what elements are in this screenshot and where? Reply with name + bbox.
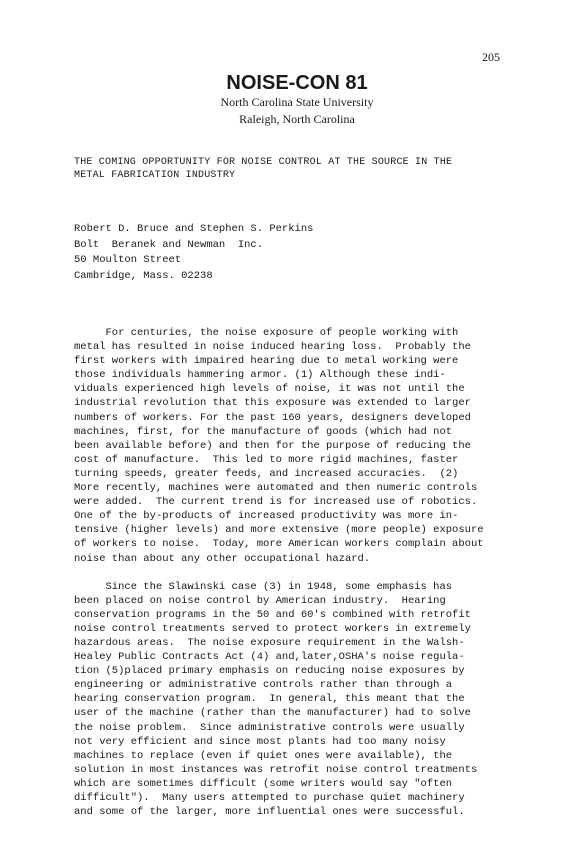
paper-title-line: METAL FABRICATION INDUSTRY [74,170,236,181]
paragraph-line: which are sometimes difficult (some writers would say "often [74,777,453,790]
paragraph-line: engineering or administrative controls rather than through a [74,679,453,692]
conference-title: NOISE-CON 81 [226,72,368,94]
paragraph-line: machines, first, for the manufacture of goods (which had not [74,425,453,438]
author-street: 50 Moulton Street [74,254,182,266]
paragraph-line: hazardous areas. The noise exposure requirement in the Walsh- [74,636,465,649]
page-number: 205 [482,50,500,64]
body-text [74,326,494,819]
paragraph-line: metal has resulted in noise induced hearing loss. Probably the [74,341,471,354]
paragraph-line: industrial revolution that this exposure was extended to larger [74,397,471,410]
paragraph-line: tion (5)placed primary emphasis on reducing noise exposures by [74,665,465,678]
paragraph-line: cost of manufacture. This led to more rigid machines, faster [74,453,459,466]
paragraph-line: been placed on noise control by American industry. Hearing [74,594,446,607]
paragraph-line: user of the machine (rather than the manufacturer) had to solve [74,707,471,720]
paragraph-line: noise than about any other occupational hazard. [74,552,371,565]
paragraph-line: conservation programs in the 50 and 60's combined with retrofit [74,608,471,621]
paragraph-line: difficult"). Many users attempted to purchase quiet machinery [74,792,465,804]
author-city: Cambridge, Mass. 02238 [74,269,213,282]
paragraph-line: not very efficient and since most plants had too many noisy [74,735,446,748]
paragraph-line: viduals experienced high levels of noise, it was not until the [74,383,465,396]
author-block [74,222,313,284]
paragraph-line: first workers with impaired hearing due to metal working were [74,355,459,368]
paper-title [74,156,514,182]
paragraph-line: been available before) and then for the purpose of reducing the [74,439,471,452]
paragraph-line: solution in most instances was retrofit noise control treatments [74,763,478,776]
paragraph-line: of workers to noise. Today, more American workers complain about [74,538,484,551]
paragraph-line: numbers of workers. For the past 160 years, designers developed [74,411,471,424]
author-affiliation: Bolt Beranek and Newman Inc. [74,238,264,251]
paragraph-line: the noise problem. Since administrative controls were usually [74,721,465,734]
paragraph-line: and some of the larger, more influential ones were successful. [74,806,465,819]
paragraph-line: More recently, machines were automated and then numeric controls [74,482,478,495]
paragraph-line: One of the by-products of increased productivity was more in- [74,510,459,523]
conference-location: Raleigh, North Carolina [239,112,355,126]
author-names: Robert D. Bruce and Stephen S. Perkins [74,223,314,235]
paragraph-line: noise control treatments served to protect workers in extremely [74,622,471,635]
paragraph-line: turning speeds, greater feeds, and increased accuracies. (2) [74,467,459,480]
paragraph-line: Healey Public Contracts Act (4) and,later,OSHA's noise regula- [74,651,465,664]
paragraph [74,580,494,820]
paper-title-line: THE COMING OPPORTUNITY FOR NOISE CONTROL AT THE SOURCE IN THE [74,157,453,168]
paragraph [74,326,494,566]
paragraph-line: tensive (higher levels) and more extensive (more people) exposure [74,524,484,537]
paragraph-line: For centuries, the noise exposure of people working with [74,327,459,339]
conference-institution: North Carolina State University [220,95,374,109]
paragraph-line: were added. The current trend is for increased use of robotics. [74,496,478,509]
paragraph-line: machines to replace (even if quiet ones were available), the [74,749,453,762]
paragraph-line: those individuals hammering armor. (1) Although these indi- [74,369,446,382]
paragraph-line: Since the Slawinski case (3) in 1948, some emphasis has [74,580,453,593]
paragraph-gap [74,566,494,580]
conference-header [0,72,574,128]
paragraph-line: hearing conservation program. In general, this meant that the [74,693,465,706]
